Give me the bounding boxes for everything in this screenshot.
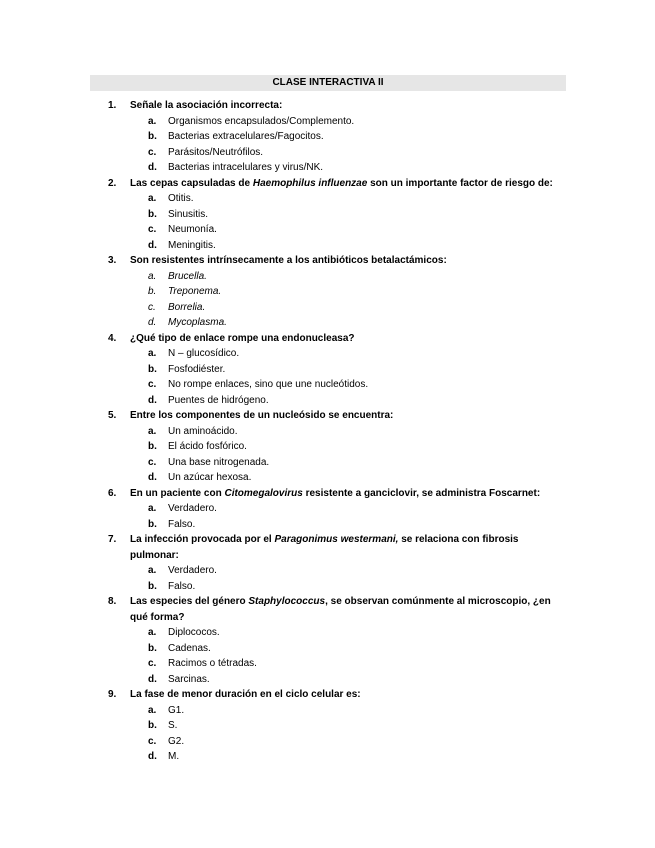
question-9 (108, 687, 568, 765)
option-letter: a. (148, 193, 157, 204)
option-text: G1. (168, 704, 185, 716)
option-text: S. (168, 720, 178, 731)
option-item (108, 641, 568, 657)
question-text (130, 486, 568, 502)
document-title: CLASE INTERACTIVA II (90, 75, 566, 91)
option-letter: b. (148, 286, 157, 297)
option-item (108, 114, 568, 130)
option-letter: b. (148, 580, 157, 592)
option-item (108, 207, 568, 223)
option-text: Racimos o tétradas. (168, 658, 257, 669)
question-number: 4. (108, 332, 117, 344)
question-7 (108, 532, 568, 594)
question-text-part: Las cepas capsuladas de (130, 177, 253, 189)
option-item (108, 672, 568, 688)
option-letter: a. (148, 115, 157, 127)
question-text: Entre los componentes de un nucleósido se encuentra: (130, 410, 394, 421)
option-text: Cadenas. (168, 642, 211, 654)
question-number: 1. (108, 100, 117, 111)
option-item (108, 377, 568, 393)
question-number: 2. (108, 177, 117, 189)
question-number: 5. (108, 410, 117, 421)
option-item (108, 424, 568, 440)
option-letter: d. (148, 162, 157, 173)
option-item (108, 470, 568, 486)
option-text: Neumonía. (168, 224, 217, 235)
option-letter: a. (148, 270, 157, 282)
option-text: Puentes de hidrógeno. (168, 394, 269, 406)
option-text: Meningitis. (168, 239, 216, 251)
option-text: Borrelia. (168, 301, 206, 313)
question-8 (108, 594, 568, 687)
question-1 (108, 98, 568, 176)
option-letter: b. (148, 363, 157, 375)
option-item (108, 129, 568, 145)
option-text: Bacterias intracelulares y virus/NK. (168, 162, 324, 173)
option-item (108, 625, 568, 641)
option-item (108, 563, 568, 579)
question-3 (108, 253, 568, 331)
option-item (108, 269, 568, 285)
question-2 (108, 176, 568, 254)
option-letter: d. (148, 239, 157, 251)
question-5 (108, 408, 568, 486)
option-item (108, 145, 568, 161)
option-text: Falso. (168, 518, 196, 530)
option-letter: a. (148, 348, 157, 359)
question-6 (108, 486, 568, 533)
option-letter: b. (148, 441, 157, 452)
option-item (108, 455, 568, 471)
option-item (108, 346, 568, 362)
organism-name: Haemophilus influenzae (252, 177, 368, 189)
option-text: El ácido fosfórico. (168, 441, 247, 452)
option-letter: d. (148, 317, 157, 328)
option-letter: c. (148, 379, 157, 390)
option-letter: b. (148, 131, 157, 142)
option-text: Diplococos. (168, 627, 220, 638)
option-item (108, 284, 568, 300)
option-text: Verdadero. (168, 503, 217, 514)
question-text: Son resistentes intrínsecamente a los antibióticos betalactámicos: (130, 255, 447, 266)
question-text-part: , se observan comúnmente al microscopio, ¿en qué forma? (130, 596, 551, 623)
option-text: Sinusitis. (168, 208, 209, 220)
option-text: Un azúcar hexosa. (168, 472, 252, 483)
question-list (108, 98, 568, 765)
option-letter: a. (148, 627, 157, 638)
question-text-part: En un paciente con (130, 487, 225, 499)
organism-name: Citomegalovirus (224, 487, 303, 499)
organism-name: Paragonimus westermani, (274, 534, 399, 545)
option-text: Bacterias extracelulares/Fagocitos. (168, 131, 324, 142)
option-item (108, 300, 568, 316)
option-letter: a. (148, 425, 157, 437)
option-letter: b. (148, 642, 157, 654)
option-item (108, 222, 568, 238)
option-letter: c. (148, 224, 157, 235)
question-number: 3. (108, 255, 117, 266)
option-text: G2. (168, 735, 185, 747)
option-text: Organismos encapsulados/Complemento. (168, 115, 355, 127)
option-letter: b. (148, 518, 157, 530)
option-item (108, 703, 568, 719)
option-item (108, 238, 568, 254)
option-item (108, 315, 568, 331)
option-item (108, 439, 568, 455)
option-text: Una base nitrogenada. (168, 456, 270, 468)
option-letter: c. (148, 735, 157, 747)
option-letter: d. (148, 394, 157, 406)
option-item (108, 734, 568, 750)
question-number: 9. (108, 689, 117, 700)
question-text-part: Las especies del género (130, 596, 249, 607)
question-text-part: se relaciona con fibrosis pulmonar: (130, 534, 519, 561)
option-text: Falso. (168, 580, 196, 592)
organism-name: Staphylococcus (248, 596, 326, 607)
option-letter: c. (148, 146, 157, 158)
option-text: M. (168, 751, 180, 762)
option-text: Un aminoácido. (168, 425, 238, 437)
question-text-part: son un importante factor de riesgo de: (367, 177, 553, 189)
question-number: 8. (108, 596, 117, 607)
option-text: Mycoplasma. (168, 317, 227, 328)
option-letter: a. (148, 503, 157, 514)
option-item (108, 191, 568, 207)
option-item (108, 718, 568, 734)
option-text: No rompe enlaces, sino que une nucleótidos. (168, 379, 369, 390)
question-text-part: resistente a ganciclovir, se administra Foscarnet: (302, 487, 541, 499)
question-number: 6. (108, 487, 117, 499)
option-letter: d. (148, 472, 157, 483)
option-letter: a. (148, 704, 157, 716)
option-item (108, 393, 568, 409)
option-letter: c. (148, 658, 157, 669)
option-text: Brucella. (168, 270, 207, 282)
option-letter: d. (148, 751, 157, 762)
option-letter: c. (148, 456, 157, 468)
option-text: Treponema. (168, 286, 222, 297)
option-item (108, 517, 568, 533)
option-letter: a. (148, 565, 157, 576)
option-letter: b. (148, 208, 157, 220)
option-item (108, 362, 568, 378)
option-item (108, 749, 568, 765)
question-number: 7. (108, 534, 117, 545)
option-text: N – glucosídico. (168, 348, 240, 359)
option-text: Otitis. (168, 193, 194, 204)
option-text: Verdadero. (168, 565, 217, 576)
option-item (108, 579, 568, 595)
option-letter: d. (148, 673, 157, 685)
question-text: La fase de menor duración en el ciclo celular es: (130, 689, 361, 700)
option-text: Fosfodiéster. (168, 363, 226, 375)
option-item (108, 656, 568, 672)
option-text: Sarcinas. (168, 673, 210, 685)
option-letter: c. (148, 301, 156, 313)
question-text: ¿Qué tipo de enlace rompe una endonucleasa? (130, 332, 355, 344)
option-letter: b. (148, 720, 157, 731)
question-4 (108, 331, 568, 409)
option-item (108, 501, 568, 517)
question-text-part: La infección provocada por el (130, 534, 275, 545)
option-text: Parásitos/Neutrófilos. (168, 146, 264, 158)
question-text (130, 594, 568, 625)
option-item (108, 160, 568, 176)
question-text (130, 532, 568, 563)
question-text: Señale la asociación incorrecta: (130, 100, 283, 111)
question-text (130, 176, 568, 192)
